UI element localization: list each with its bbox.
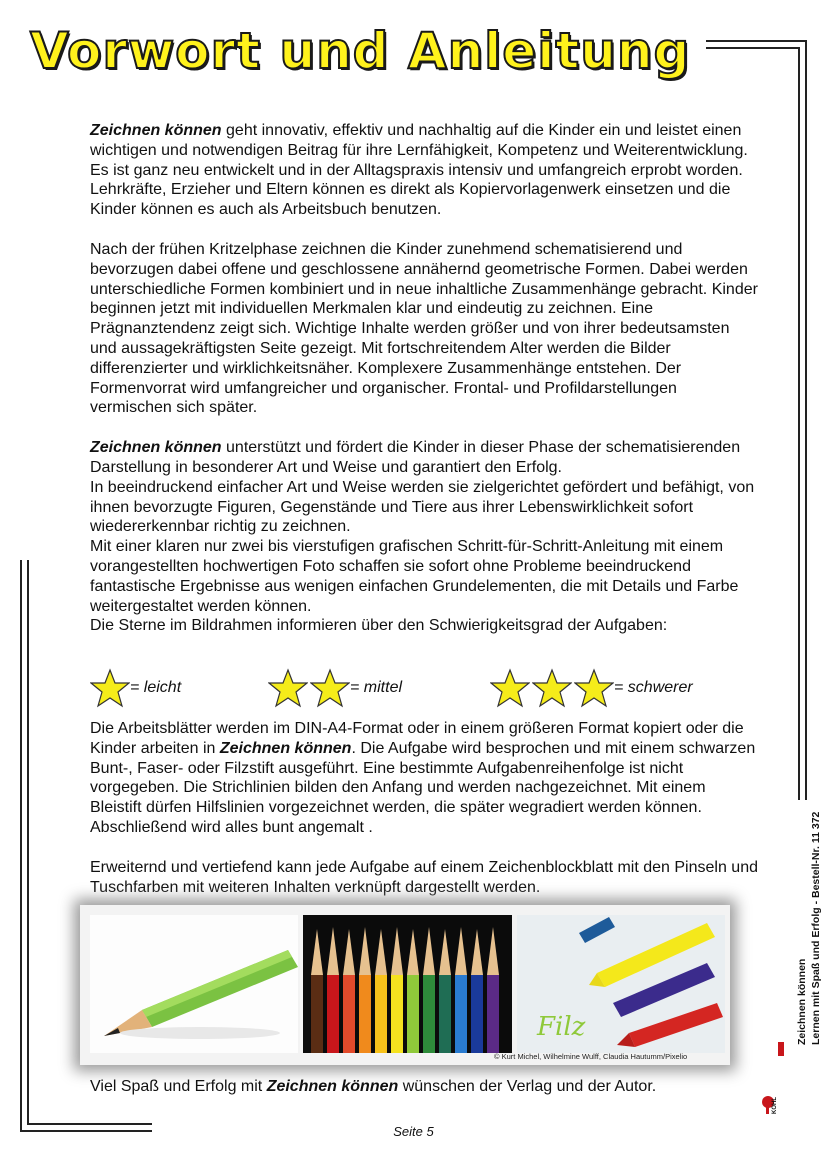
star-icon: [574, 668, 614, 708]
difficulty-label: = leicht: [130, 679, 182, 696]
support-text-4: Die Sterne im Bildrahmen informieren über den Schwierigkeitsgrad der Aufgaben:: [90, 617, 668, 635]
instructions-content: [90, 719, 758, 917]
worksheets-text-1: Die Arbeitsblätter werden im DIN-A4-Format oder in einem größeren Format kopiert oder die Kinder arbeiten in: [90, 720, 744, 757]
support-text-1: unterstützt und fördert die Kinder in dieser Phase der schematisierenden Darstellung in besonderer Art und Weise und garantiert den Erfolg.: [90, 439, 741, 476]
support-text-2: In beeindruckend einfacher Art und Weise werden sie zielgerichtet gefördert und befähigt, von ihnen bevorzugte Figuren, Gegenstände und Tiere aus ihrer Lebenswirklichkeit sofort wiedererkennbar richtig zu zeichnen.: [90, 478, 755, 536]
felt-pens-image: [517, 915, 725, 1053]
star-icon: [490, 668, 530, 708]
difficulty-label: = mittel: [350, 679, 403, 696]
development-paragraph: Nach der frühen Kritzelphase zeichnen die Kinder zunehmend schematisierend und bevorzugen dabei offene und geschlossene annähernd geometrische Formen. Dabei werden unterschiedliche Formen kombiniert und in neue inhaltliche Zusammenhänge gebracht. Kinder beginnen jetzt mit individuellen Merkmalen klar und eindeutig zu zeichnen. Eine Prägnanztendenz zeigt sich. Wichtige Inhalte werden größer und von ihrer bedeutsamsten und aussagekräftigsten Seite gezeigt. Mit fortschreitendem Alter werden die Bilder differenzierter und wirklichkeitsnäher. Komplexere Zusammenhänge entstehen. Der Formenvorrat wird umfangreicher und organischer. Frontal- und Profildarstellungen vermischen sich später.: [90, 240, 758, 417]
frame-right-line: [805, 40, 807, 800]
difficulty-label: = schwerer: [614, 679, 693, 696]
support-paragraph: [90, 438, 758, 636]
star-icon: [90, 668, 130, 708]
frame-top-right-line-inner: [706, 47, 799, 49]
main-content: [90, 121, 758, 636]
intro-text: geht innovativ, effektiv und nachhaltig auf die Kinder ein und leistet einen wichtigen und notwendigen Beitrag für ihre Lernfähigkeit, Kompetenz und Weiterentwicklung. Es ist ganz neu entwickelt und in der Alltagspraxis intensiv und umfangreich erprobt worden. Lehrkräfte, Erzieher und Eltern können es direkt als Kopiervorlagenwerk einsetzen und die Kinder können es auch als Arbeitsbuch benutzen.: [90, 122, 748, 219]
support-text-3: Mit einer klaren nur zwei bis vierstufigen grafischen Schritt-für-Schritt-Anleitung mit einem vorangestellten hochwertigen Foto schaffen sie sofort ohne Probleme beeindruckend fantastische Ergebnisse aus wenigen einfachen Grundelementen, die mit Details und Farbe weitergestaltet werden können.: [90, 538, 739, 615]
page-title: Vorwort und Anleitung: [30, 22, 691, 80]
intro-paragraph: [90, 121, 758, 220]
pencil-image: [90, 915, 298, 1053]
closing-paragraph: [90, 1078, 656, 1096]
photo-strip: [80, 905, 730, 1065]
colored-pencils-image: [303, 915, 512, 1053]
star-icon: [532, 668, 572, 708]
pencil-photo: [90, 915, 298, 1053]
difficulty-legend: [90, 668, 750, 708]
brand-name: Zeichnen können: [266, 1078, 399, 1095]
extension-paragraph: Erweiternd und vertiefend kann jede Aufgabe auf einem Zeichenblockblatt mit den Pinseln und Tuschfarben mit weiteren Inhalten verknüpft dargestellt werden.: [90, 858, 758, 896]
page-number: Seite 5: [393, 1124, 434, 1139]
star-icon: [310, 668, 350, 708]
frame-left-line-inner: [27, 560, 29, 1125]
side-imprint: [795, 812, 823, 1045]
difficulty-hard: [490, 668, 693, 708]
difficulty-easy: [90, 668, 181, 708]
side-imprint-order: Lernen mit Spaß und Erfolg - Bestell-Nr. 11 372: [810, 811, 822, 1045]
brand-name: Zeichnen können: [90, 122, 222, 139]
brand-name: Zeichnen können: [90, 439, 222, 457]
publisher-logo: [760, 1040, 790, 1120]
kohl-logo-icon: [760, 1040, 790, 1120]
closing-text-1: Viel Spaß und Erfolg mit: [90, 1078, 267, 1095]
worksheets-text-2: . Die Aufgabe wird besprochen und mit einem schwarzen Bunt-, Faser- oder Filzstift ausgeführt. Eine bestimmte Aufgabenreihenfolge ist nicht vorgegeben. Die Strichlinien bilden den Anfang und werden nachgezeichnet. Mit einem Bleistift dürfen Hilfslinien vorgezeichnet werden, die später wegradiert werden können. Abschließend wird alles bunt angemalt .: [90, 739, 756, 836]
brand-name: Zeichnen können: [219, 739, 352, 757]
star-icon: [268, 668, 308, 708]
closing-text-2: wünschen der Verlag und der Autor.: [398, 1078, 657, 1095]
filz-text: Filz: [537, 1012, 586, 1042]
side-imprint-title: Zeichnen können: [796, 958, 808, 1045]
frame-right-line-inner: [798, 47, 800, 800]
felt-pens-photo: [517, 915, 725, 1053]
photo-credit: © Kurt Michel, Wilhelmine Wulff, Claudia Hautumm/Pixelio: [494, 1052, 688, 1061]
difficulty-medium: [268, 668, 402, 708]
frame-top-right-line: [706, 40, 806, 42]
colored-pencils-photo: [303, 915, 512, 1053]
frame-left-line: [20, 560, 22, 1132]
logo-text: KOHL: [772, 1097, 778, 1114]
worksheets-paragraph: [90, 719, 758, 838]
